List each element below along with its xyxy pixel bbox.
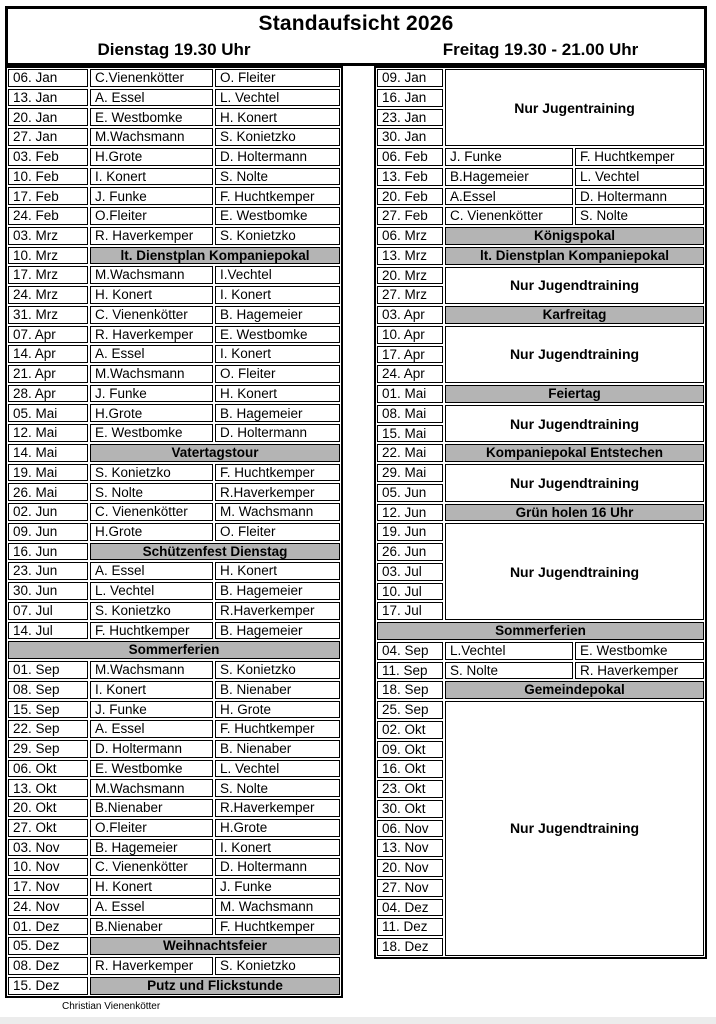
name-cell: O.Fleiter [90,819,213,837]
date-cell: 22. Sep [8,720,88,738]
event-banner: lt. Dienstplan Kompaniepokal [445,247,704,265]
date-cell: 19. Mai [8,464,88,482]
date-cell: 20. Feb [377,188,443,206]
date-cell: 08. Sep [8,681,88,699]
name-cell: B. Nienaber [215,681,340,699]
name-cell: B.Nienaber [90,918,213,936]
name-cell: R.Haverkemper [215,602,340,620]
date-cell: 04. Dez [377,899,443,917]
date-cell: 06. Nov [377,820,443,838]
name-cell: H.Grote [215,819,340,837]
name-cell: F. Huchtkemper [90,622,213,640]
name-cell: H. Konert [90,878,213,896]
event-banner: Weihnachtsfeier [90,937,340,955]
name-cell: H. Konert [215,385,340,403]
date-cell: 25. Sep [377,701,443,719]
name-cell: B. Nienaber [215,740,340,758]
date-cell: 06. Jan [8,69,88,87]
date-cell: 13. Okt [8,779,88,797]
name-cell: E. Westbomke [90,108,213,126]
date-cell: 10. Feb [8,168,88,186]
date-cell: 23. Jan [377,109,443,127]
name-cell: E. Westbomke [215,207,340,225]
name-cell: C.Vienenkötter [90,69,213,87]
date-cell: 22. Mai [377,444,443,462]
date-cell: 05. Mai [8,404,88,422]
name-cell: C. Vienenkötter [90,503,213,521]
date-cell: 11. Sep [377,662,443,680]
event-banner: Grün holen 16 Uhr [445,504,704,522]
name-cell: B.Nienaber [90,799,213,817]
name-cell: M. Wachsmann [215,503,340,521]
date-cell: 17. Feb [8,187,88,205]
name-cell: D. Holtermann [215,858,340,876]
name-cell: E. Westbomke [90,424,213,442]
name-cell: H.Grote [90,523,213,541]
name-cell: L. Vechtel [575,168,704,186]
name-cell: A. Essel [90,898,213,916]
event-banner: Putz und Flickstunde [90,977,340,995]
name-cell: J. Funke [445,148,573,166]
name-cell: F. Huchtkemper [215,918,340,936]
name-cell: A. Essel [90,562,213,580]
date-cell: 27. Feb [377,207,443,225]
date-cell: 10. Jul [377,583,443,601]
date-cell: 03. Apr [377,306,443,324]
name-cell: F. Huchtkemper [215,187,340,205]
name-cell: B.Hagemeier [445,168,573,186]
training-merged-cell: Nur Jugendtraining [445,326,704,383]
name-cell: F. Huchtkemper [575,148,704,166]
name-cell: O.Fleiter [90,207,213,225]
name-cell: E. Westbomke [215,326,340,344]
name-cell: B. Hagemeier [215,582,340,600]
date-cell: 18. Sep [377,681,443,699]
date-cell: 21. Apr [8,365,88,383]
event-banner-full: Sommerferien [377,622,704,640]
date-cell: 15. Mai [377,425,443,443]
name-cell: S. Konietzko [215,227,340,245]
name-cell: L. Vechtel [215,760,340,778]
name-cell: E. Westbomke [575,642,704,660]
name-cell: F. Huchtkemper [215,720,340,738]
date-cell: 03. Nov [8,839,88,857]
name-cell: I.Vechtel [215,266,340,284]
date-cell: 12. Mai [8,424,88,442]
name-cell: D. Holtermann [215,424,340,442]
date-cell: 10. Mrz [8,247,88,265]
name-cell: A.Essel [445,188,573,206]
date-cell: 24. Mrz [8,286,88,304]
date-cell: 16. Jan [377,89,443,107]
name-cell: O. Fleiter [215,523,340,541]
date-cell: 09. Jun [8,523,88,541]
date-cell: 16. Jun [8,543,88,561]
event-banner: Vatertagstour [90,444,340,462]
name-cell: L. Vechtel [90,582,213,600]
date-cell: 27. Nov [377,879,443,897]
name-cell: B. Hagemeier [90,839,213,857]
name-cell: S. Nolte [90,483,213,501]
date-cell: 14. Mai [8,444,88,462]
name-cell: A. Essel [90,720,213,738]
event-banner: Königspokal [445,227,704,245]
date-cell: 10. Nov [8,858,88,876]
event-banner: Feiertag [445,385,704,403]
training-merged-cell: Nur Jugendtraining [445,523,704,620]
name-cell: L. Vechtel [215,89,340,107]
date-cell: 17. Mrz [8,266,88,284]
author-note: Christian Vienenkötter [62,1001,161,1012]
page-title: Standaufsicht 2026 [258,12,454,35]
name-cell: H. Konert [215,108,340,126]
name-cell: R. Haverkemper [90,326,213,344]
date-cell: 09. Jan [377,69,443,87]
date-cell: 24. Feb [8,207,88,225]
page-edge-strip [0,1017,716,1024]
name-cell: D. Holtermann [575,188,704,206]
date-cell: 27. Mrz [377,286,443,304]
tuesday-schedule-table [5,66,343,998]
name-cell: A. Essel [90,345,213,363]
name-cell: M. Wachsmann [215,898,340,916]
date-cell: 30. Jan [377,128,443,146]
date-cell: 30. Okt [377,800,443,818]
date-cell: 24. Nov [8,898,88,916]
event-banner: Kompaniepokal Entstechen [445,444,704,462]
date-cell: 13. Mrz [377,247,443,265]
date-cell: 02. Okt [377,721,443,739]
date-cell: 12. Jun [377,504,443,522]
name-cell: B. Hagemeier [215,622,340,640]
name-cell: S. Nolte [575,207,704,225]
date-cell: 13. Feb [377,168,443,186]
name-cell: J. Funke [90,187,213,205]
date-cell: 29. Mai [377,464,443,482]
event-banner: Schützenfest Dienstag [90,543,340,561]
training-merged-cell: Nur Jugendtraining [445,267,704,305]
name-cell: J. Funke [90,385,213,403]
name-cell: I. Konert [90,681,213,699]
name-cell: M.Wachsmann [90,266,213,284]
name-cell: B. Hagemeier [215,404,340,422]
training-merged-cell: Nur Jugendtraining [445,405,704,443]
name-cell: R.Haverkemper [215,483,340,501]
name-cell: S. Konietzko [90,464,213,482]
training-merged-cell: Nur Jugentraining [445,69,704,146]
name-cell: E. Westbomke [90,760,213,778]
date-cell: 23. Okt [377,780,443,798]
date-cell: 27. Okt [8,819,88,837]
name-cell: S. Konietzko [215,957,340,975]
tuesday-column-header: Dienstag 19.30 Uhr [97,40,251,59]
name-cell: L.Vechtel [445,642,573,660]
date-cell: 17. Apr [377,346,443,364]
name-cell: O. Fleiter [215,365,340,383]
name-cell: J. Funke [90,701,213,719]
date-cell: 11. Dez [377,918,443,936]
date-cell: 13. Jan [8,89,88,107]
name-cell: H.Grote [90,404,213,422]
date-cell: 28. Apr [8,385,88,403]
name-cell: M.Wachsmann [90,128,213,146]
date-cell: 19. Jun [377,523,443,541]
name-cell: I. Konert [215,839,340,857]
name-cell: C. Vienenkötter [445,207,573,225]
date-cell: 04. Sep [377,642,443,660]
event-banner-full: Sommerferien [8,641,340,659]
date-cell: 05. Jun [377,484,443,502]
date-cell: 01. Sep [8,661,88,679]
date-cell: 30. Jun [8,582,88,600]
training-merged-cell: Nur Jugendtraining [445,701,704,956]
training-merged-cell: Nur Jugendtraining [445,464,704,502]
date-cell: 18. Dez [377,938,443,956]
date-cell: 31. Mrz [8,306,88,324]
name-cell: M.Wachsmann [90,779,213,797]
date-cell: 24. Apr [377,365,443,383]
date-cell: 16. Okt [377,760,443,778]
event-banner: lt. Dienstplan Kompaniepokal [90,247,340,265]
friday-column-header: Freitag 19.30 - 21.00 Uhr [442,40,639,59]
date-cell: 17. Nov [8,878,88,896]
name-cell: S. Konietzko [215,128,340,146]
name-cell: R. Haverkemper [575,662,704,680]
event-banner: Karfreitag [445,306,704,324]
name-cell: H. Grote [215,701,340,719]
date-cell: 20. Okt [8,799,88,817]
date-cell: 08. Mai [377,405,443,423]
document-header [5,6,707,66]
date-cell: 07. Apr [8,326,88,344]
date-cell: 06. Mrz [377,227,443,245]
name-cell: H.Grote [90,148,213,166]
date-cell: 26. Mai [8,483,88,501]
date-cell: 03. Mrz [8,227,88,245]
name-cell: S. Nolte [215,779,340,797]
date-cell: 14. Jul [8,622,88,640]
name-cell: O. Fleiter [215,69,340,87]
name-cell: R. Haverkemper [90,957,213,975]
name-cell: M.Wachsmann [90,365,213,383]
event-banner: Gemeindepokal [445,681,704,699]
date-cell: 06. Feb [377,148,443,166]
date-cell: 17. Jul [377,602,443,620]
friday-schedule-table [374,66,707,959]
date-cell: 27. Jan [8,128,88,146]
name-cell: S. Konietzko [90,602,213,620]
name-cell: I. Konert [90,168,213,186]
date-cell: 03. Feb [8,148,88,166]
date-cell: 26. Jun [377,543,443,561]
date-cell: 03. Jul [377,563,443,581]
date-cell: 29. Sep [8,740,88,758]
name-cell: C. Vienenkötter [90,858,213,876]
name-cell: H. Konert [215,562,340,580]
date-cell: 15. Sep [8,701,88,719]
name-cell: S. Konietzko [215,661,340,679]
name-cell: H. Konert [90,286,213,304]
date-cell: 05. Dez [8,937,88,955]
date-cell: 20. Nov [377,859,443,877]
name-cell: I. Konert [215,345,340,363]
date-cell: 23. Jun [8,562,88,580]
date-cell: 01. Dez [8,918,88,936]
name-cell: C. Vienenkötter [90,306,213,324]
name-cell: R.Haverkemper [215,799,340,817]
name-cell: D. Holtermann [215,148,340,166]
name-cell: B. Hagemeier [215,306,340,324]
name-cell: J. Funke [215,878,340,896]
name-cell: F. Huchtkemper [215,464,340,482]
date-cell: 09. Okt [377,741,443,759]
date-cell: 10. Apr [377,326,443,344]
name-cell: R. Haverkemper [90,227,213,245]
date-cell: 20. Jan [8,108,88,126]
name-cell: S. Nolte [445,662,573,680]
name-cell: D. Holtermann [90,740,213,758]
date-cell: 06. Okt [8,760,88,778]
date-cell: 01. Mai [377,385,443,403]
date-cell: 08. Dez [8,957,88,975]
date-cell: 13. Nov [377,839,443,857]
name-cell: I. Konert [215,286,340,304]
name-cell: M.Wachsmann [90,661,213,679]
date-cell: 14. Apr [8,345,88,363]
name-cell: S. Nolte [215,168,340,186]
date-cell: 07. Jul [8,602,88,620]
name-cell: A. Essel [90,89,213,107]
date-cell: 15. Dez [8,977,88,995]
date-cell: 20. Mrz [377,267,443,285]
date-cell: 02. Jun [8,503,88,521]
